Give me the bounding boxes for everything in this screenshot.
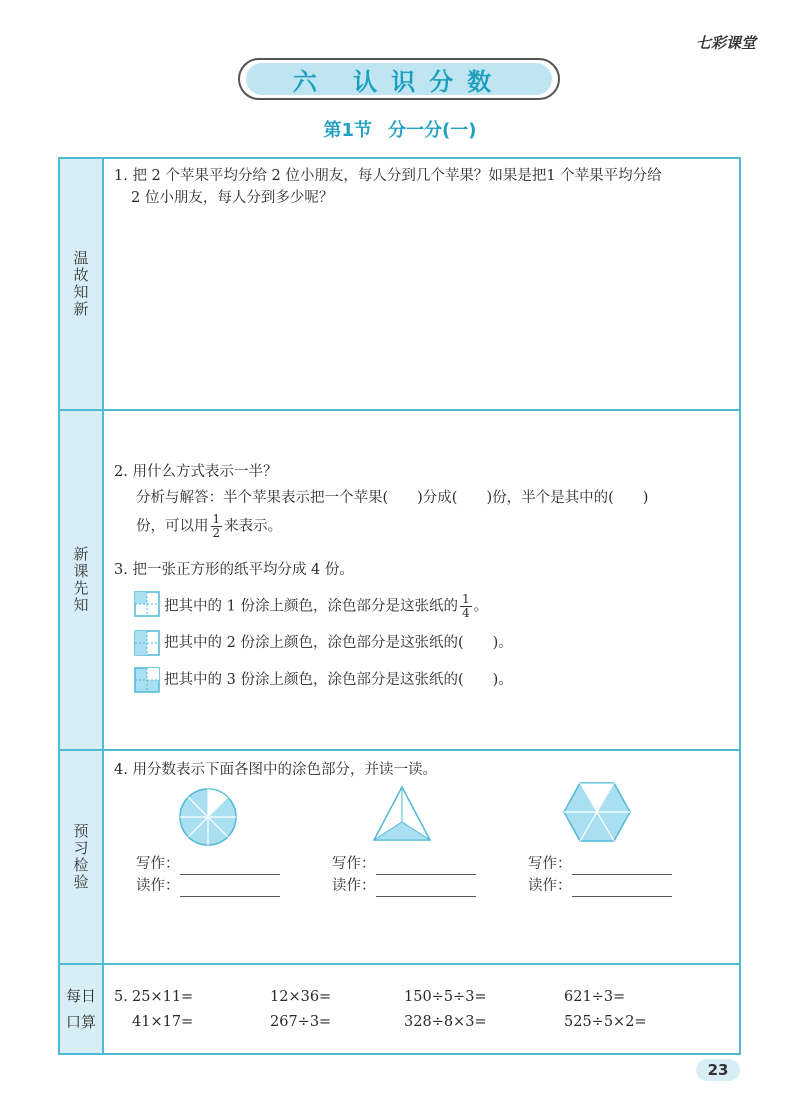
calc-cell: 41×17= <box>132 1014 194 1030</box>
question-4-title: 4. 用分数表示下面各图中的涂色部分，并读一读。 <box>114 762 437 778</box>
question-2-title: 2. 用什么方式表示一半？ <box>114 464 278 480</box>
read-answer-line[interactable] <box>180 882 280 897</box>
answer-block-3: 写作： 读作： <box>528 853 672 897</box>
question-3-item-3: 把其中的 3 份涂上颜色，涂色部分是这张纸的( )。 <box>164 672 513 688</box>
sidebar-daily-calc-label: 每日 口算 <box>65 987 96 1031</box>
divider <box>60 409 739 411</box>
hexagon-sixths-icon <box>562 781 632 843</box>
question-3-title: 3. 把一张正方形的纸平均分成 4 份。 <box>114 562 354 578</box>
calc-cell: 150÷5÷3= <box>404 989 487 1005</box>
sidebar-preview-check <box>60 751 104 963</box>
fraction: $\frac{1}{2}$ <box>212 512 221 540</box>
write-answer-line[interactable] <box>376 860 476 875</box>
calc-cell: 525÷5×2= <box>564 1014 647 1030</box>
calc-cell: 621÷3= <box>564 989 626 1005</box>
calc-cell: 12×36= <box>270 989 332 1005</box>
triangle-thirds-icon <box>372 785 432 843</box>
question-2-line2: 份，可以用 $\frac{1}{2}$ 来表示。 <box>136 512 283 540</box>
brand-logo: 七彩课堂 <box>695 34 756 52</box>
section-name: 分一分(一) <box>388 120 477 141</box>
square-quarter-icon <box>134 591 160 617</box>
divider <box>60 963 739 965</box>
sidebar-review-label: 温故知新 <box>71 250 90 318</box>
write-answer-line[interactable] <box>572 860 672 875</box>
write-answer-line[interactable] <box>180 860 280 875</box>
circle-eighths-icon <box>178 787 238 847</box>
calc-cell: 25×11= <box>132 989 194 1005</box>
square-three-quarter-icon <box>134 667 160 693</box>
read-answer-line[interactable] <box>572 882 672 897</box>
question-2 <box>114 461 739 540</box>
section-number: 第1节 <box>323 120 373 141</box>
calc-cell: 328÷8×3= <box>404 1014 487 1030</box>
chapter-title: 六 认识分数 <box>246 63 552 95</box>
chapter-banner <box>238 58 560 100</box>
worksheet-frame <box>58 157 741 1055</box>
square-half-icon <box>134 630 160 656</box>
answer-block-1: 写作： 读作： <box>136 853 280 897</box>
question-2-line1: 分析与解答：半个苹果表示把一个苹果( )分成( )份，半个是其中的( ) <box>136 490 649 506</box>
calc-cell: 267÷3= <box>270 1014 332 1030</box>
section-title <box>0 116 800 142</box>
sidebar-daily-calc <box>60 965 104 1053</box>
question-5-label: 5. <box>114 989 128 1005</box>
question-3-item-2: 把其中的 2 份涂上颜色，涂色部分是这张纸的( )。 <box>164 635 513 651</box>
question-3-item-1: 把其中的 1 份涂上颜色，涂色部分是这张纸的 $\frac{1}{4}$ 。 <box>164 592 489 620</box>
sidebar-new-lesson-label: 新课先知 <box>71 546 90 614</box>
read-answer-line[interactable] <box>376 882 476 897</box>
page-number: 23 <box>696 1059 740 1081</box>
sidebar-new-lesson <box>60 411 104 749</box>
sidebar-preview-check-label: 预习检验 <box>71 823 90 891</box>
question-1: 1. 把 2 个苹果平均分给 2 位小朋友，每人分到几个苹果？如果是把1 个苹果平均分给 2 位小朋友，每人分到多少呢？ <box>114 168 662 206</box>
sidebar-review <box>60 159 104 409</box>
answer-block-2: 写作： 读作： <box>332 853 476 897</box>
fraction: $\frac{1}{4}$ <box>461 592 470 620</box>
divider <box>60 749 739 751</box>
